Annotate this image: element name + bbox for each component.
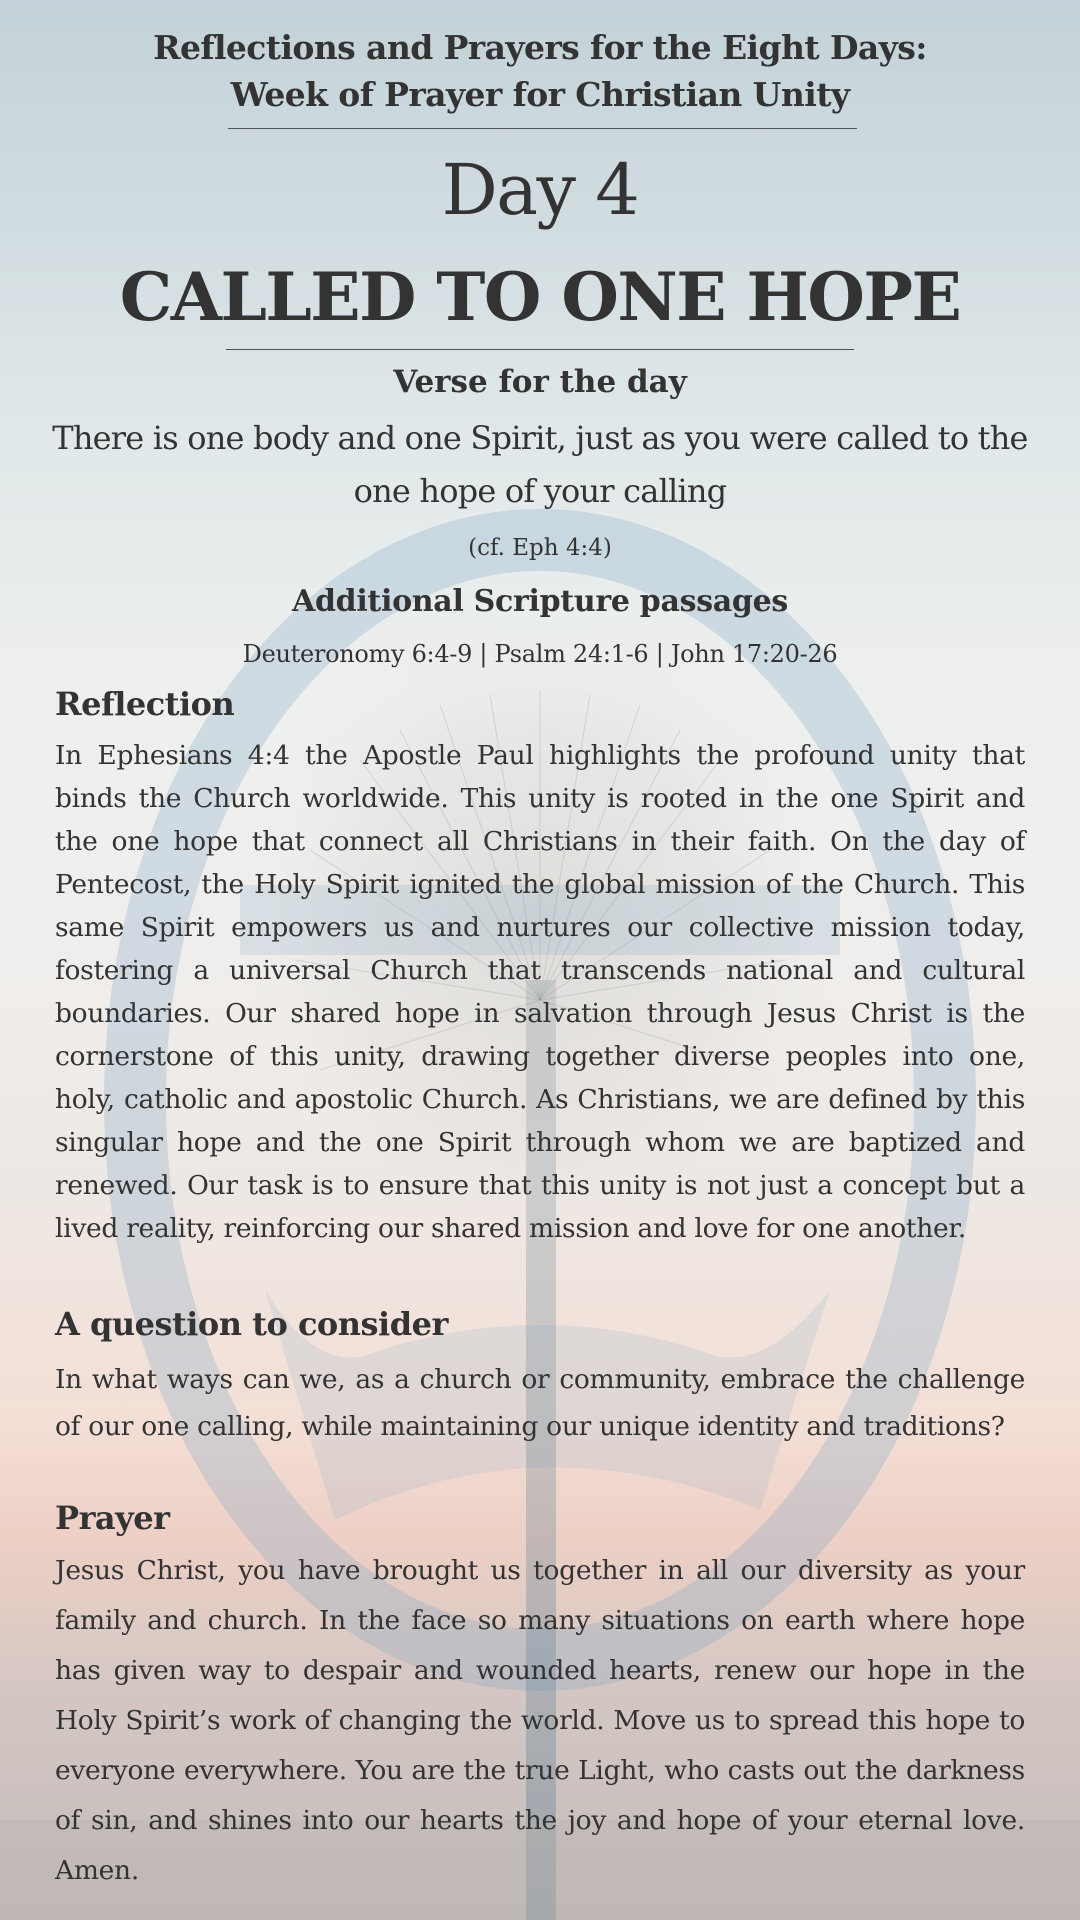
prayer-heading: Prayer [55,1499,170,1537]
verse-heading: Verse for the day [393,364,687,400]
page-title [0,24,1080,118]
verse-text: There is one body and one Spirit, just as you were called to the one hope of your calling [52,419,1028,510]
page-title-line2: Week of Prayer for Christian Unity [230,75,850,114]
page-title-line1: Reflections and Prayers for the Eight Days: [153,28,927,67]
question-text: In what ways can we, as a church or community, embrace the challenge of our one calling, while maintaining our unique identity and traditions? [55,1364,1025,1442]
day-theme-title: CALLED TO ONE HOPE [119,258,961,336]
prayer-text: Jesus Christ, you have brought us together in all our diversity as your family and church. In the face so many situations on earth where hope has given way to despair and wounded hearts, renew our hope in the Holy Spirit’s work of changing the world. Move us to spread this hope to everyone everywhere. You are the true Light, who casts out the darkness of sin, and shines into our hearts the joy and hope of your eternal love. Amen. [55,1555,1025,1886]
divider-top [228,128,857,129]
additional-scripture-heading: Additional Scripture passages [292,584,788,619]
day-label: Day 4 [441,149,639,231]
reflection-text: In Ephesians 4:4 the Apostle Paul highlights the profound unity that binds the Church worldwide. This unity is rooted in the one Spirit and the one hope that connect all Christians in their faith. On the day of Pentecost, the Holy Spirit ignited the global mission of the Church. This same Spirit empowers us and nurtures our collective mission today, fostering a universal Church that transcends national and cultural boundaries. Our shared hope in salvation through Jesus Christ is the cornerstone of this unity, drawing together diverse peoples into one, holy, catholic and apostolic Church. As Christians, we are defined by this singular hope and the one Spirit through whom we are baptized and renewed. Our task is to ensure that this unity is not just a concept but a lived reality, reinforcing our shared mission and love for one another. [55,740,1025,1244]
question-heading: A question to consider [55,1305,448,1343]
verse-reference: (cf. Eph 4:4) [468,535,612,561]
divider-theme [226,349,854,350]
reflection-heading: Reflection [55,685,235,723]
additional-scripture-passages: Deuteronomy 6:4-9 | Psalm 24:1-6 | John 17:20-26 [242,640,838,668]
